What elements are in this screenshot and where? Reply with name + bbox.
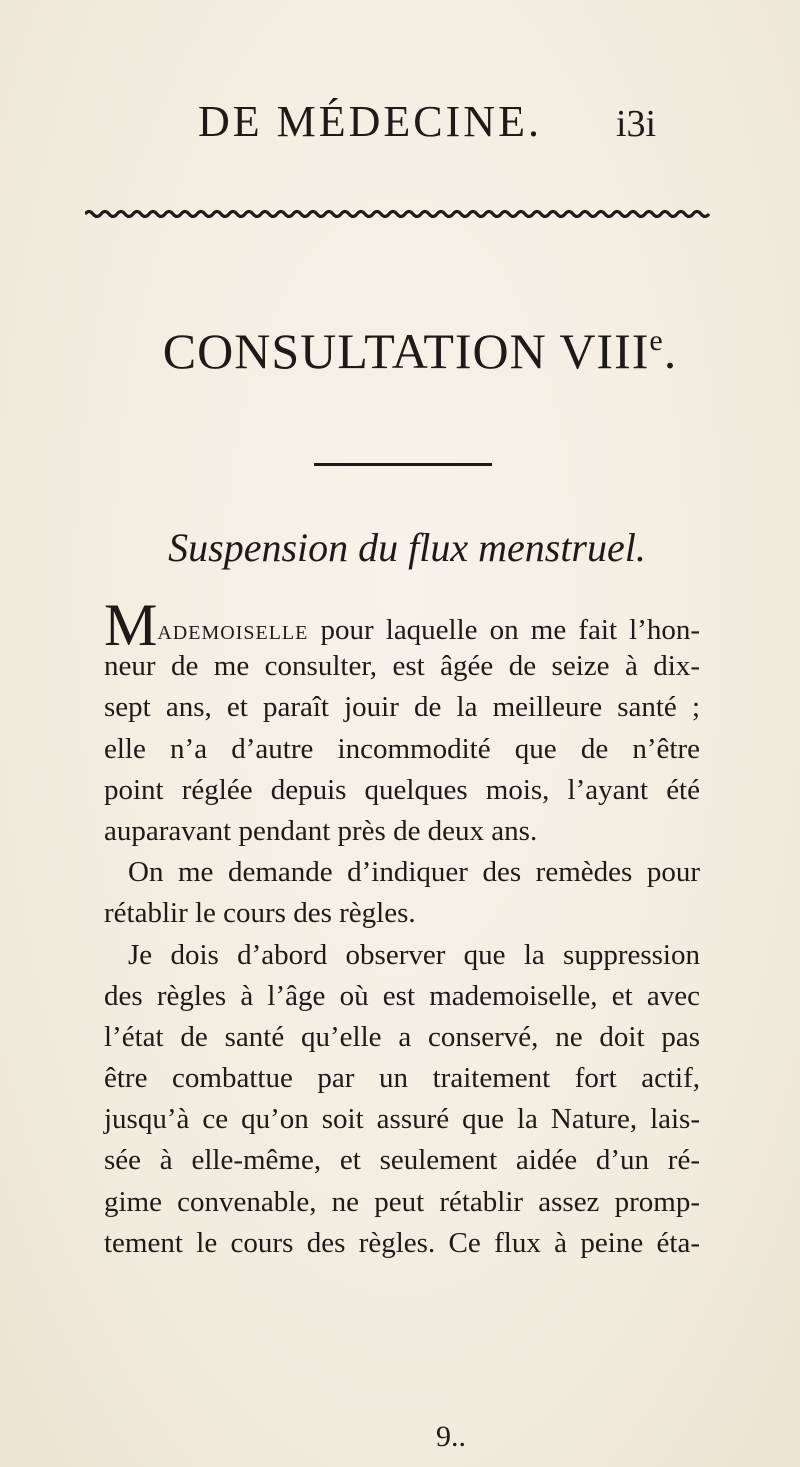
body-text bbox=[104, 592, 700, 1264]
paragraph-line: Mademoiselle pour laquelle on me fait l’hon- bbox=[104, 592, 700, 658]
signature-mark: 9.. bbox=[436, 1420, 466, 1453]
paragraph-line: neur de me consulter, est âgée de seize à dix- bbox=[104, 650, 700, 683]
paragraph-line: sée à elle-même, et seulement aidée d’un ré- bbox=[104, 1144, 700, 1177]
consultation-title bbox=[0, 322, 800, 380]
paragraph-line: auparavant pendant près de deux ans. bbox=[104, 814, 538, 847]
consultation-title-text: CONSULTATION VIII bbox=[162, 323, 650, 379]
paragraph-line: des règles à l’âge où est mademoiselle, et avec bbox=[104, 979, 700, 1012]
paragraph-line: sept ans, et paraît jouir de la meilleure santé ; bbox=[104, 691, 700, 724]
running-title: DE MÉDECINE. bbox=[198, 97, 542, 146]
paragraph-line: gime convenable, ne peut rétablir assez promp- bbox=[104, 1185, 700, 1218]
ornamental-wavy-rule bbox=[85, 208, 710, 220]
opening-smallcaps: ademoiselle bbox=[157, 614, 309, 646]
paragraph-line: jusqu’à ce qu’on soit assuré que la Nature, lais- bbox=[104, 1103, 700, 1136]
paragraph-line: l’état de santé qu’elle a conservé, ne doit pas bbox=[104, 1020, 700, 1053]
paragraph-line: rétablir le cours des règles. bbox=[104, 897, 416, 930]
consultation-subtitle: Suspension du flux menstruel. bbox=[168, 525, 646, 570]
paragraph-line: être combattue par un traitement fort actif, bbox=[104, 1062, 700, 1095]
paragraph-line: elle n’a d’autre incommodité que de n’être bbox=[104, 732, 700, 765]
running-head bbox=[0, 96, 800, 156]
paragraph-line: point réglée depuis quelques mois, l’ayant été bbox=[104, 773, 700, 806]
page-number: i3i bbox=[616, 103, 657, 145]
paragraph-line: tement le cours des règles. Ce flux à peine éta- bbox=[104, 1226, 700, 1259]
paragraph-line: Je dois d’abord observer que la suppression bbox=[128, 938, 700, 971]
drop-cap: M bbox=[104, 592, 158, 658]
section-divider bbox=[314, 463, 492, 466]
title-period: . bbox=[663, 323, 678, 379]
consultation-title-suffix: e bbox=[649, 324, 664, 357]
paragraph-line: On me demande d’indiquer des remèdes pour bbox=[128, 856, 700, 889]
